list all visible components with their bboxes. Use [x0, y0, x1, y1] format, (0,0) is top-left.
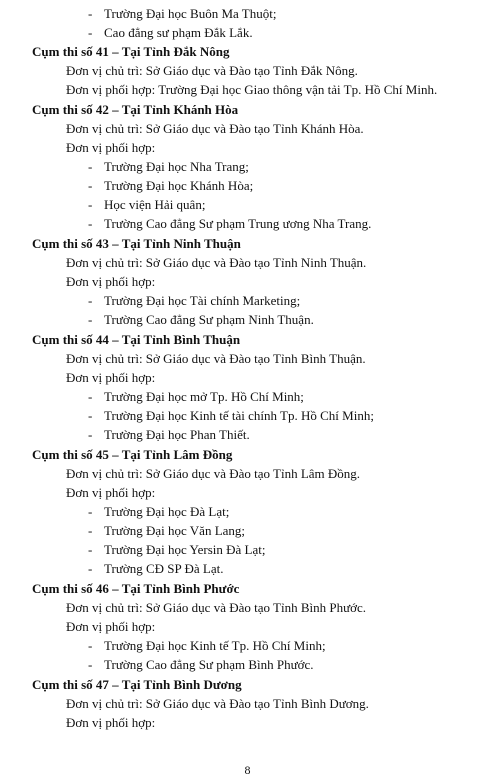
bullet-text: Học viện Hải quân; [104, 197, 206, 212]
bullet-text: Trường Cao đẳng Sư phạm Ninh Thuận. [104, 312, 314, 327]
cluster-section [0, 445, 495, 578]
partner-item [0, 559, 495, 578]
partner-unit-label: Đơn vị phối hợp: [66, 370, 156, 385]
partner-item [0, 636, 495, 655]
bullet-text: Trường Đại học Buôn Ma Thuột; [104, 6, 277, 21]
partner-item [0, 425, 495, 444]
partner-item [0, 502, 495, 521]
partner-item [0, 540, 495, 559]
cluster-heading: Cụm thi số 43 – Tại Tỉnh Ninh Thuận [32, 236, 241, 251]
bullet-dash: - [88, 389, 93, 404]
cluster-section [0, 330, 495, 444]
partner-item [0, 406, 495, 425]
cluster-heading: Cụm thi số 47 – Tại Tỉnh Bình Dương [32, 677, 242, 692]
bullet-text: Trường Đại học Tài chính Marketing; [104, 293, 301, 308]
cluster-section [0, 234, 495, 329]
cluster-heading: Cụm thi số 45 – Tại Tỉnh Lâm Đồng [32, 447, 233, 462]
partner-unit-label: Đơn vị phối hợp: [66, 715, 156, 730]
partner-unit-label: Đơn vị phối hợp: [66, 140, 156, 155]
intro-item [0, 4, 495, 23]
bullet-text: Trường Đại học Văn Lang; [104, 523, 246, 538]
intro-item [0, 23, 495, 42]
cluster-heading: Cụm thi số 44 – Tại Tỉnh Bình Thuận [32, 332, 241, 347]
bullet-text: Trường Đại học Phan Thiết. [104, 427, 250, 442]
chair-unit: Đơn vị chủ trì: Sở Giáo dục và Đào tạo Tỉnh Bình Phước. [66, 600, 367, 615]
document-body [0, 4, 495, 733]
intro-list [0, 4, 495, 42]
bullet-text: Trường Cao đẳng Sư phạm Trung ương Nha Trang. [104, 216, 372, 231]
bullet-dash: - [88, 561, 93, 576]
bullet-text: Trường Đại học Kinh tế tài chính Tp. Hồ Chí Minh; [104, 408, 374, 423]
chair-unit: Đơn vị chủ trì: Sở Giáo dục và Đào tạo Tỉnh Bình Thuận. [66, 351, 366, 366]
bullet-text: Trường Cao đẳng Sư phạm Bình Phước. [104, 657, 314, 672]
bullet-dash: - [88, 197, 93, 212]
partner-item [0, 195, 495, 214]
bullet-dash: - [88, 523, 93, 538]
bullet-dash: - [88, 427, 93, 442]
partner-item [0, 157, 495, 176]
bullet-dash: - [88, 25, 93, 40]
cluster-section [0, 579, 495, 674]
partner-item [0, 310, 495, 329]
bullet-dash: - [88, 638, 93, 653]
cluster-heading: Cụm thi số 46 – Tại Tỉnh Bình Phước [32, 581, 240, 596]
bullet-text: Trường Đại học mở Tp. Hồ Chí Minh; [104, 389, 304, 404]
bullet-dash: - [88, 216, 93, 231]
chair-unit: Đơn vị chủ trì: Sở Giáo dục và Đào tạo Tỉnh Lâm Đồng. [66, 466, 361, 481]
partner-item [0, 291, 495, 310]
page-number: 8 [244, 763, 251, 777]
cluster-section [0, 42, 495, 99]
cluster-list [0, 42, 495, 732]
partner-unit-label: Đơn vị phối hợp: [66, 485, 156, 500]
bullet-text: Trường Đại học Yersin Đà Lạt; [104, 542, 266, 557]
partner-unit-label: Đơn vị phối hợp: [66, 274, 156, 289]
partner-unit-label: Đơn vị phối hợp: Trường Đại học Giao thông vận tải Tp. Hồ Chí Minh. [66, 82, 438, 97]
chair-unit: Đơn vị chủ trì: Sở Giáo dục và Đào tạo Tỉnh Bình Dương. [66, 696, 369, 711]
chair-unit: Đơn vị chủ trì: Sở Giáo dục và Đào tạo Tỉnh Đắk Nông. [66, 63, 358, 78]
bullet-dash: - [88, 6, 93, 21]
partner-item [0, 387, 495, 406]
partner-item [0, 655, 495, 674]
bullet-text: Trường CĐ SP Đà Lạt. [104, 561, 224, 576]
partner-unit-label: Đơn vị phối hợp: [66, 619, 156, 634]
partner-item [0, 521, 495, 540]
bullet-dash: - [88, 312, 93, 327]
cluster-heading: Cụm thi số 41 – Tại Tỉnh Đắk Nông [32, 44, 230, 59]
bullet-text: Trường Đại học Khánh Hòa; [104, 178, 254, 193]
bullet-text: Trường Đại học Đà Lạt; [104, 504, 230, 519]
chair-unit: Đơn vị chủ trì: Sở Giáo dục và Đào tạo Tỉnh Khánh Hòa. [66, 121, 364, 136]
bullet-text: Cao đẳng sư phạm Đắk Lắk. [104, 25, 253, 40]
bullet-dash: - [88, 542, 93, 557]
partner-item [0, 214, 495, 233]
bullet-dash: - [88, 504, 93, 519]
cluster-section [0, 675, 495, 732]
bullet-dash: - [88, 178, 93, 193]
cluster-section [0, 100, 495, 233]
bullet-text: Trường Đại học Nha Trang; [104, 159, 249, 174]
partner-item [0, 176, 495, 195]
bullet-dash: - [88, 159, 93, 174]
bullet-dash: - [88, 408, 93, 423]
cluster-heading: Cụm thi số 42 – Tại Tỉnh Khánh Hòa [32, 102, 239, 117]
chair-unit: Đơn vị chủ trì: Sở Giáo dục và Đào tạo Tỉnh Ninh Thuận. [66, 255, 367, 270]
bullet-dash: - [88, 657, 93, 672]
bullet-text: Trường Đại học Kinh tế Tp. Hồ Chí Minh; [104, 638, 326, 653]
bullet-dash: - [88, 293, 93, 308]
